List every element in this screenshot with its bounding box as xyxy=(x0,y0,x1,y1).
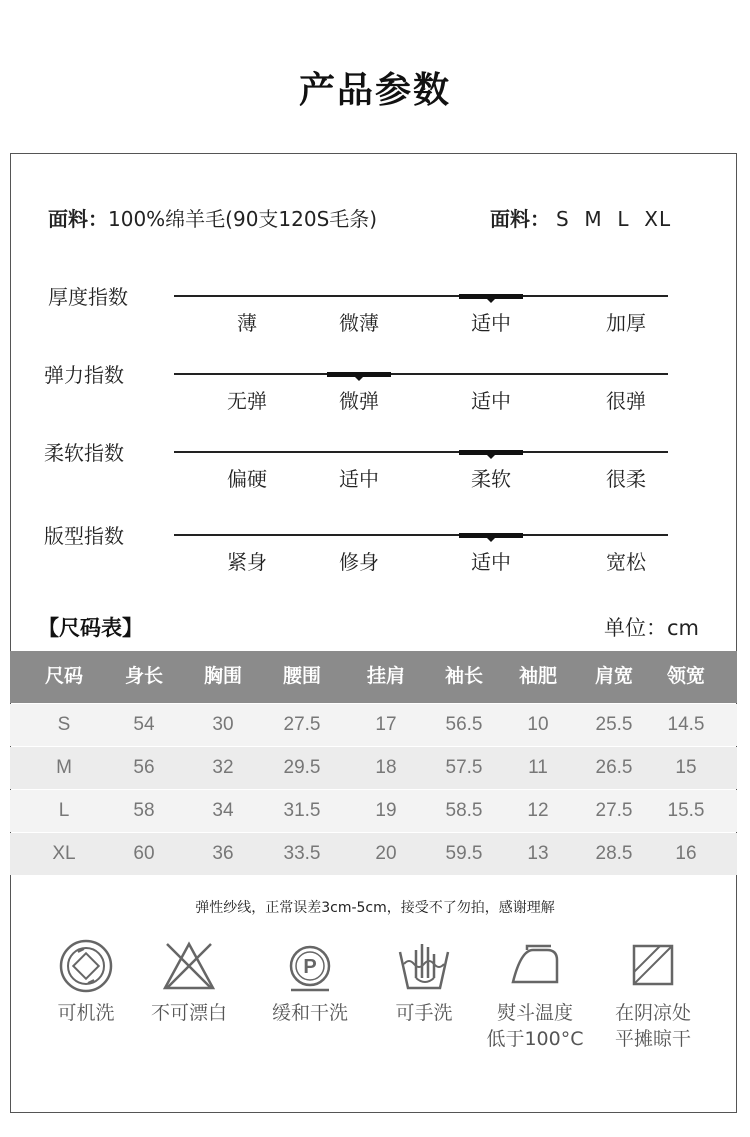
sizes-label: 面料： xyxy=(490,207,550,231)
index-selected-marker xyxy=(327,372,391,377)
header-cell: 领宽 xyxy=(666,666,705,687)
care-label: 缓和干洗 xyxy=(271,1002,348,1024)
index-label: 厚度指数 xyxy=(48,285,128,309)
care-label: 可机洗 xyxy=(57,1002,115,1024)
index-scale-line xyxy=(174,534,668,536)
table-cell: 13 xyxy=(527,843,549,864)
table-cell: 27.5 xyxy=(283,714,321,735)
table-cell: 56.5 xyxy=(445,714,483,735)
table-cell: 27.5 xyxy=(595,800,633,821)
size-table xyxy=(10,651,737,875)
table-row xyxy=(10,790,737,832)
page-title: 产品参数 xyxy=(298,70,451,111)
sizes-value: S M L XL xyxy=(556,207,672,231)
index-option: 修身 xyxy=(339,550,379,574)
table-cell: 12 xyxy=(527,800,549,821)
care-label: 在阴凉处 平摊晾干 xyxy=(614,1002,691,1050)
table-cell: 14.5 xyxy=(667,714,705,735)
index-option: 适中 xyxy=(339,467,379,491)
index-label: 弹力指数 xyxy=(44,363,124,387)
table-cell: 15.5 xyxy=(667,800,705,821)
index-label: 柔软指数 xyxy=(44,441,124,465)
index-option: 紧身 xyxy=(227,550,267,574)
table-cell: 28.5 xyxy=(595,843,633,864)
table-cell: 29.5 xyxy=(283,757,321,778)
care-label: 不可漂白 xyxy=(150,1002,227,1024)
index-option: 适中 xyxy=(471,311,511,335)
index-scale-line xyxy=(174,373,668,375)
fabric-composition xyxy=(48,203,377,232)
table-cell: M xyxy=(56,757,72,778)
hand-wash-icon xyxy=(369,938,479,994)
table-cell: 20 xyxy=(375,843,397,864)
size-table-title: 【尺码表】 xyxy=(38,616,143,640)
iron-icon xyxy=(480,938,590,994)
table-cell: 17 xyxy=(375,714,397,735)
care-item xyxy=(598,938,708,1052)
no-bleach-icon xyxy=(134,938,244,994)
size-note: 弹性纱线，正常误差3cm-5cm，接受不了勿拍，感谢理解 xyxy=(195,900,555,916)
header-cell: 挂肩 xyxy=(366,666,405,687)
index-option: 很柔 xyxy=(606,467,646,491)
svg-text:P: P xyxy=(303,956,317,978)
dry-flat-shade-icon xyxy=(598,938,708,994)
table-cell: 11 xyxy=(528,757,548,778)
index-scale-line xyxy=(174,451,668,453)
table-cell: 34 xyxy=(212,800,234,821)
index-option: 很弹 xyxy=(606,389,646,413)
table-cell: 57.5 xyxy=(445,757,483,778)
header-cell: 袖肥 xyxy=(518,666,557,687)
index-option: 偏硬 xyxy=(227,467,267,491)
table-cell: 18 xyxy=(375,757,397,778)
table-cell: 58 xyxy=(133,800,155,821)
size-table-header xyxy=(10,651,737,703)
care-label: 可手洗 xyxy=(395,1002,453,1024)
dry-clean-p-icon xyxy=(255,938,365,994)
table-cell: 26.5 xyxy=(595,757,633,778)
table-cell: 54 xyxy=(133,714,155,735)
index-selected-marker xyxy=(459,533,523,538)
table-cell: 32 xyxy=(212,757,234,778)
index-label: 版型指数 xyxy=(44,524,124,548)
care-item xyxy=(369,938,479,1026)
table-row xyxy=(10,747,737,789)
index-option: 适中 xyxy=(471,550,511,574)
size-table-unit: 单位：cm xyxy=(604,616,700,640)
table-cell: 16 xyxy=(675,843,697,864)
table-cell: 60 xyxy=(133,843,155,864)
index-option: 无弹 xyxy=(227,389,267,413)
machine-wash-icon xyxy=(31,938,141,994)
fabric-value: 100%绵羊毛(90支120S毛条) xyxy=(108,207,378,231)
index-option: 适中 xyxy=(471,389,511,413)
index-option: 宽松 xyxy=(606,550,646,574)
index-option: 微薄 xyxy=(339,311,379,335)
index-scale-line xyxy=(174,295,668,297)
header-cell: 身长 xyxy=(124,666,163,687)
index-selected-marker xyxy=(459,450,523,455)
care-label: 熨斗温度 低于100°C xyxy=(486,1002,584,1050)
table-cell: 36 xyxy=(212,843,234,864)
table-cell: 25.5 xyxy=(595,714,633,735)
table-cell: 59.5 xyxy=(445,843,483,864)
header-cell: 肩宽 xyxy=(594,666,633,687)
header-cell: 尺码 xyxy=(44,666,83,687)
index-option: 薄 xyxy=(237,311,257,335)
table-cell: 58.5 xyxy=(445,800,483,821)
care-item xyxy=(255,938,365,1026)
index-selected-marker xyxy=(459,294,523,299)
index-option: 柔软 xyxy=(471,467,511,491)
table-row xyxy=(10,704,737,746)
header-cell: 腰围 xyxy=(282,666,321,687)
table-cell: 56 xyxy=(133,757,155,778)
available-sizes xyxy=(490,203,671,232)
table-row xyxy=(10,833,737,875)
table-cell: 31.5 xyxy=(283,800,321,821)
table-cell: 30 xyxy=(212,714,234,735)
index-option: 微弹 xyxy=(339,389,379,413)
table-cell: 15 xyxy=(675,757,697,778)
header-cell: 胸围 xyxy=(203,666,242,687)
fabric-label: 面料： xyxy=(48,207,108,231)
care-item xyxy=(31,938,141,1026)
table-cell: 19 xyxy=(375,800,397,821)
care-item xyxy=(480,938,590,1052)
table-cell: 33.5 xyxy=(283,843,321,864)
care-item xyxy=(134,938,244,1026)
table-cell: L xyxy=(58,800,70,821)
header-cell: 袖长 xyxy=(444,666,483,687)
table-cell: S xyxy=(57,714,71,735)
table-cell: XL xyxy=(52,843,76,864)
index-option: 加厚 xyxy=(606,311,646,335)
table-cell: 10 xyxy=(527,714,549,735)
